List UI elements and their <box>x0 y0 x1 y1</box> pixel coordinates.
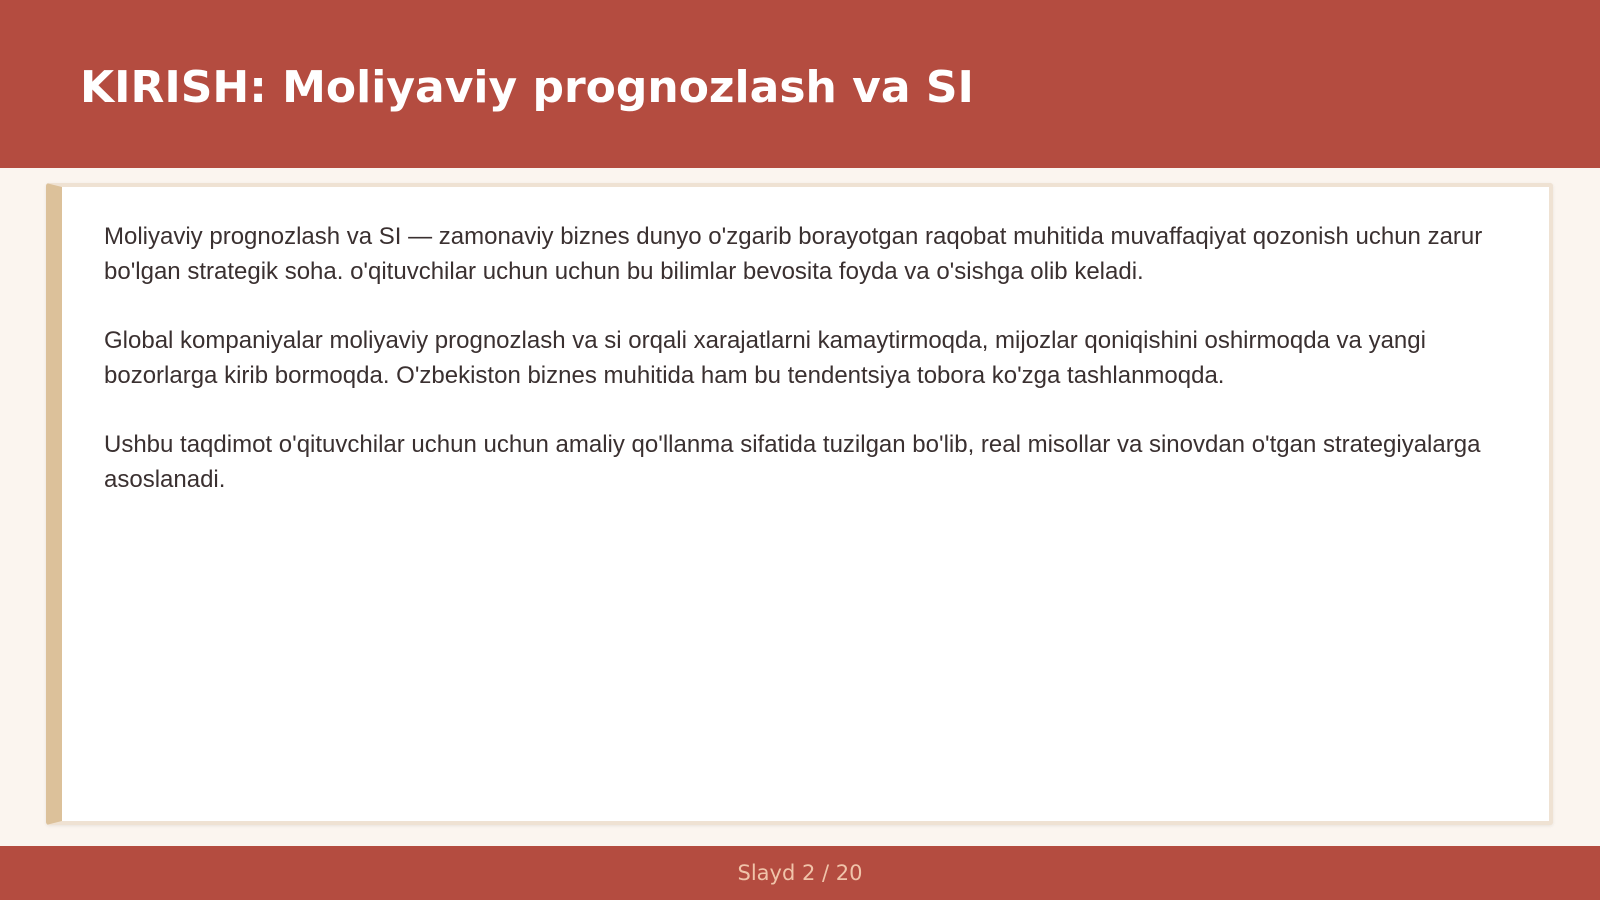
content-paragraph-2: Global kompaniyalar moliyaviy prognozlash va si orqali xarajatlarni kamaytirmoqda, mijozlar qoniqishini oshirmoqda va yangi bozorlarga kirib bormoqda. O'zbekiston biznes muhitida ham bu tendentsiya tobora ko'zga tashlanmoqda. <box>104 327 1426 389</box>
content-paragraph-3: Ushbu taqdimot o'qituvchilar uchun uchun amaliy qo'llanma sifatida tuzilgan bo'lib, real misollar va sinovdan o'tgan strategiyalarga asoslanadi. <box>104 431 1481 493</box>
content-card <box>46 183 1553 825</box>
slide-title: KIRISH: Moliyaviy prognozlash va SI <box>80 62 974 113</box>
slide-footer <box>0 846 1600 900</box>
slide-header <box>0 0 1600 168</box>
content-paragraph-1: Moliyaviy prognozlash va SI — zamonaviy biznes dunyo o'zgarib borayotgan raqobat muhitida muvaffaqiyat qozonish uchun zarur bo'lgan strategik soha. o'qituvchilar uchun uchun bu bilimlar bevosita foyda va o'sishga olib keladi. <box>104 223 1483 285</box>
slide-counter: Slayd 2 / 20 <box>737 861 863 885</box>
